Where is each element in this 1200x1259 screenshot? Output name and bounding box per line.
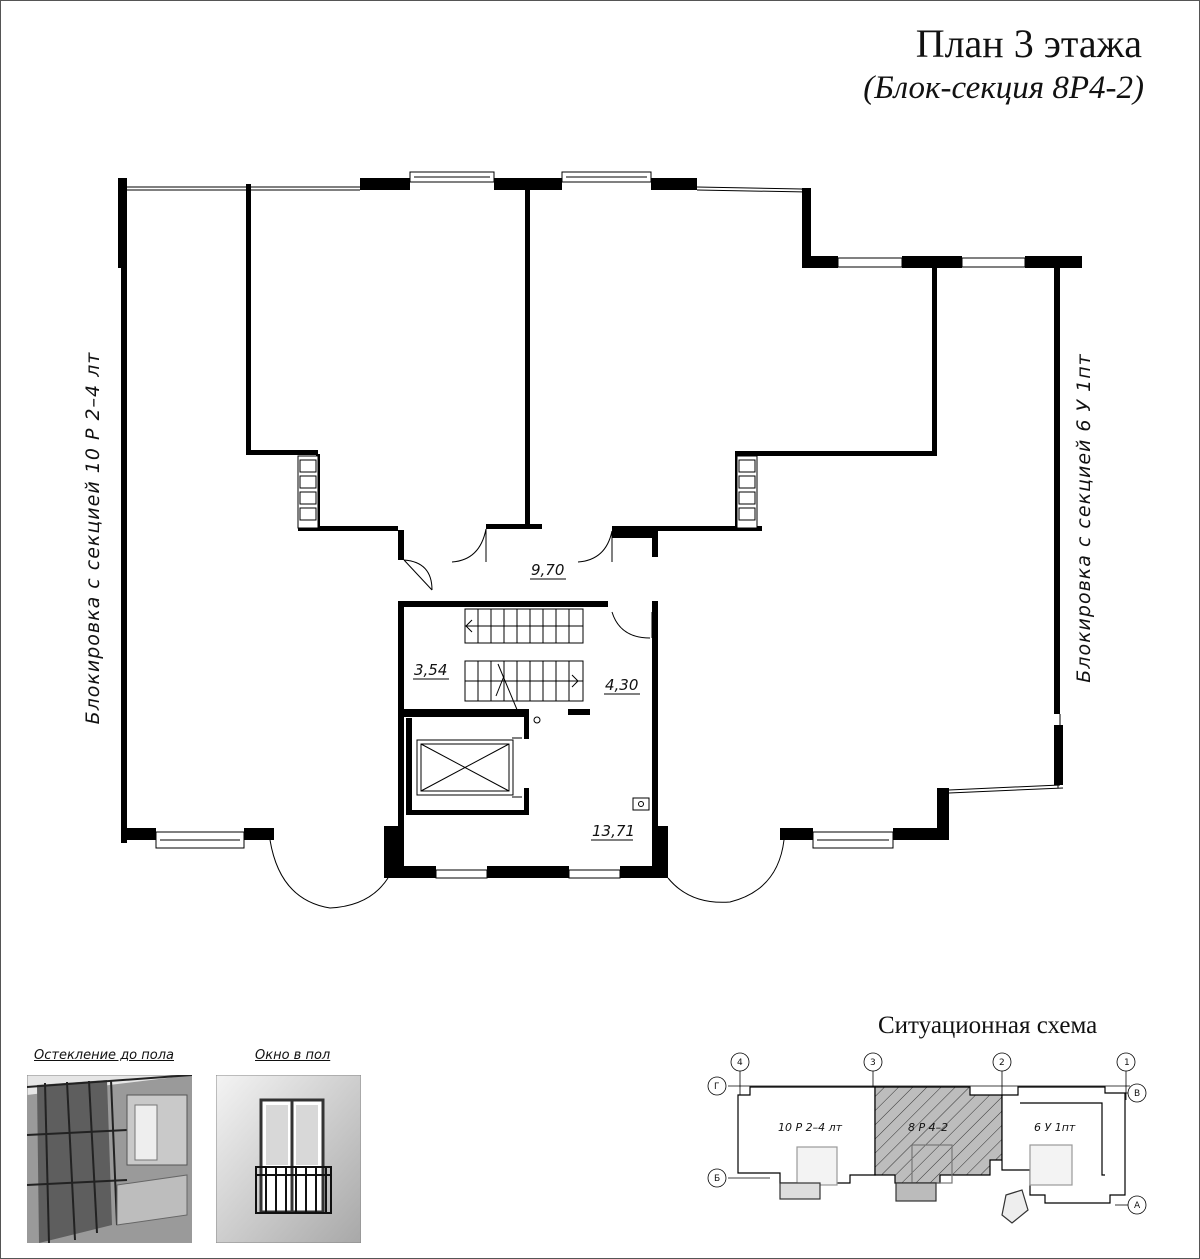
wall-segment <box>398 530 404 560</box>
wall-segment <box>406 718 412 814</box>
window-floor-label: Окно в пол <box>255 1048 331 1063</box>
page-subtitle: (Блок-секция 8Р4-2) <box>863 70 1144 106</box>
elevator-shaft <box>417 738 522 797</box>
section-label: 10 Р 2–4 лт <box>778 1121 843 1134</box>
window <box>838 258 902 267</box>
axis-number: 2 <box>999 1058 1005 1068</box>
wall-segment <box>932 266 937 456</box>
wall-segment <box>121 268 127 843</box>
wall-segment <box>398 601 608 607</box>
area-corridor: 9,70 <box>531 561 565 579</box>
wall-segment <box>486 524 542 529</box>
axis-number: 3 <box>870 1058 876 1068</box>
section-label: 6 У 1пт <box>1034 1121 1076 1134</box>
wall-segment <box>406 810 526 815</box>
area-room-right: 4,30 <box>605 676 639 694</box>
window-floor-image <box>216 1075 361 1243</box>
wall-segment <box>246 184 251 454</box>
wall-segment <box>487 866 569 878</box>
wall-segment <box>780 828 813 840</box>
wall-segment <box>246 450 318 455</box>
wall-segment <box>737 451 937 456</box>
axis-number: 4 <box>737 1058 743 1068</box>
glazing-label: Остекление до пола <box>34 1048 174 1063</box>
axis-letter: В <box>1134 1089 1141 1099</box>
situation-title: Ситуационная схема <box>878 1012 1098 1039</box>
wall-segment <box>244 828 274 840</box>
page-title: План 3 этажа <box>915 21 1142 66</box>
wall-segment <box>118 178 127 268</box>
wall-segment <box>384 866 436 878</box>
glazing-image <box>27 1075 192 1243</box>
right-block-label: Блокировка с секцией 6 У 1пт <box>1073 353 1095 683</box>
axis-letter: Б <box>714 1174 721 1184</box>
wall-segment <box>1054 266 1060 714</box>
wall-segment <box>568 709 590 715</box>
axis-letter: А <box>1134 1201 1141 1211</box>
area-room-left: 3,54 <box>414 661 448 679</box>
wall-segment <box>1054 725 1063 785</box>
wall-segment <box>525 184 530 529</box>
section-label: 8 Р 4–2 <box>908 1121 949 1134</box>
wall-segment <box>360 178 410 190</box>
wall-segment <box>1025 256 1082 268</box>
wall-segment <box>651 178 697 190</box>
wall-segment <box>652 826 668 878</box>
wall-segment <box>802 256 838 268</box>
staircase <box>465 609 583 723</box>
wall-segment <box>524 788 529 815</box>
window <box>962 258 1025 267</box>
axis-letter: Г <box>714 1082 720 1092</box>
axis-number: 1 <box>1124 1058 1130 1068</box>
window <box>569 870 620 878</box>
wall-segment <box>398 709 528 717</box>
wall-segment <box>524 709 529 739</box>
wall-segment <box>652 530 658 557</box>
wall-segment <box>127 828 156 840</box>
area-hall: 13,71 <box>592 822 635 840</box>
window <box>436 870 487 878</box>
wall-segment <box>937 788 949 840</box>
left-block-label: Блокировка с секцией 10 Р 2–4 лт <box>82 351 104 725</box>
situation-scheme <box>700 1045 1170 1225</box>
wall-segment <box>612 530 658 538</box>
